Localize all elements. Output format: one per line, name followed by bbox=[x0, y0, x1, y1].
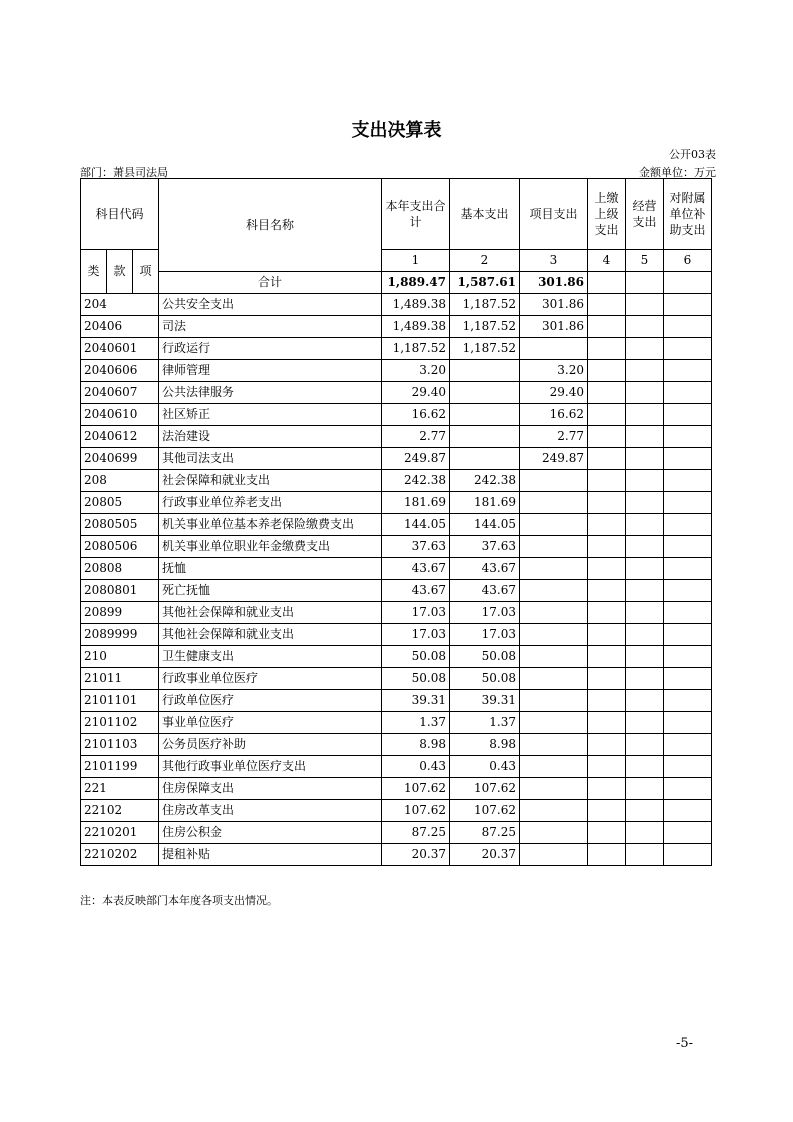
row-upper bbox=[588, 382, 626, 404]
table-row bbox=[81, 426, 712, 448]
row-name: 住房公积金 bbox=[159, 822, 382, 844]
table-row bbox=[81, 514, 712, 536]
header-upper: 上缴上级支出 bbox=[588, 179, 626, 250]
row-code: 2040601 bbox=[81, 338, 159, 360]
row-subsidy bbox=[664, 778, 712, 800]
row-total: 2.77 bbox=[382, 426, 450, 448]
row-total: 107.62 bbox=[382, 778, 450, 800]
row-basic: 17.03 bbox=[450, 602, 520, 624]
row-upper bbox=[588, 580, 626, 602]
row-subsidy bbox=[664, 536, 712, 558]
row-upper bbox=[588, 338, 626, 360]
row-basic: 1,187.52 bbox=[450, 294, 520, 316]
row-name: 社区矫正 bbox=[159, 404, 382, 426]
row-total: 87.25 bbox=[382, 822, 450, 844]
row-business bbox=[626, 426, 664, 448]
row-subsidy bbox=[664, 294, 712, 316]
row-subsidy bbox=[664, 624, 712, 646]
row-code: 2040612 bbox=[81, 426, 159, 448]
row-subsidy bbox=[664, 646, 712, 668]
row-subsidy bbox=[664, 734, 712, 756]
row-code: 2080506 bbox=[81, 536, 159, 558]
header-lei: 类 bbox=[81, 250, 107, 294]
row-code: 2101199 bbox=[81, 756, 159, 778]
col-num-2: 2 bbox=[450, 250, 520, 272]
row-project bbox=[520, 668, 588, 690]
table-row bbox=[81, 690, 712, 712]
row-business bbox=[626, 382, 664, 404]
table-row bbox=[81, 580, 712, 602]
row-total: 181.69 bbox=[382, 492, 450, 514]
row-subsidy bbox=[664, 404, 712, 426]
row-basic: 43.67 bbox=[450, 580, 520, 602]
row-code: 2040610 bbox=[81, 404, 159, 426]
page-title: 支出决算表 bbox=[351, 120, 442, 141]
row-total: 37.63 bbox=[382, 536, 450, 558]
row-project bbox=[520, 492, 588, 514]
row-subsidy bbox=[664, 756, 712, 778]
table-row bbox=[81, 360, 712, 382]
col-num-5: 5 bbox=[626, 250, 664, 272]
row-business bbox=[626, 448, 664, 470]
row-business bbox=[626, 624, 664, 646]
expenditure-table bbox=[80, 178, 712, 866]
total-row-label: 合计 bbox=[159, 272, 382, 294]
row-name: 行政运行 bbox=[159, 338, 382, 360]
table-row bbox=[81, 800, 712, 822]
table-row bbox=[81, 778, 712, 800]
row-subsidy bbox=[664, 668, 712, 690]
row-business bbox=[626, 756, 664, 778]
row-project: 2.77 bbox=[520, 426, 588, 448]
table-row bbox=[81, 470, 712, 492]
row-project: 301.86 bbox=[520, 294, 588, 316]
row-basic: 1,187.52 bbox=[450, 316, 520, 338]
row-upper bbox=[588, 602, 626, 624]
row-upper bbox=[588, 822, 626, 844]
department-label: 部门：萧县司法局 bbox=[80, 166, 168, 179]
row-total: 43.67 bbox=[382, 558, 450, 580]
table-row bbox=[81, 756, 712, 778]
table-row bbox=[81, 294, 712, 316]
row-basic: 1.37 bbox=[450, 712, 520, 734]
col-num-1: 1 bbox=[382, 250, 450, 272]
row-project bbox=[520, 712, 588, 734]
row-project bbox=[520, 514, 588, 536]
row-name: 其他司法支出 bbox=[159, 448, 382, 470]
row-name: 行政事业单位养老支出 bbox=[159, 492, 382, 514]
row-basic: 39.31 bbox=[450, 690, 520, 712]
row-business bbox=[626, 404, 664, 426]
row-code: 2101101 bbox=[81, 690, 159, 712]
row-upper bbox=[588, 448, 626, 470]
row-upper bbox=[588, 734, 626, 756]
row-business bbox=[626, 646, 664, 668]
row-basic: 107.62 bbox=[450, 800, 520, 822]
row-code: 221 bbox=[81, 778, 159, 800]
row-basic: 87.25 bbox=[450, 822, 520, 844]
row-name: 机关事业单位基本养老保险缴费支出 bbox=[159, 514, 382, 536]
header-kuan: 款 bbox=[107, 250, 133, 294]
row-subsidy bbox=[664, 602, 712, 624]
row-total: 249.87 bbox=[382, 448, 450, 470]
row-subsidy bbox=[664, 580, 712, 602]
row-business bbox=[626, 558, 664, 580]
row-basic bbox=[450, 426, 520, 448]
row-project bbox=[520, 800, 588, 822]
table-row bbox=[81, 448, 712, 470]
row-business bbox=[626, 602, 664, 624]
row-upper bbox=[588, 668, 626, 690]
row-subsidy bbox=[664, 558, 712, 580]
table-row bbox=[81, 602, 712, 624]
row-upper bbox=[588, 426, 626, 448]
page-number: -5- bbox=[675, 1036, 693, 1051]
row-project bbox=[520, 646, 588, 668]
row-name: 公共安全支出 bbox=[159, 294, 382, 316]
header-code: 科目代码 bbox=[81, 179, 159, 250]
row-total: 39.31 bbox=[382, 690, 450, 712]
col-num-6: 6 bbox=[664, 250, 712, 272]
row-name: 公共法律服务 bbox=[159, 382, 382, 404]
row-total: 1,489.38 bbox=[382, 316, 450, 338]
row-subsidy bbox=[664, 382, 712, 404]
row-business bbox=[626, 712, 664, 734]
row-code: 2210202 bbox=[81, 844, 159, 866]
row-total: 1,187.52 bbox=[382, 338, 450, 360]
row-business bbox=[626, 514, 664, 536]
row-code: 2101103 bbox=[81, 734, 159, 756]
row-total: 0.43 bbox=[382, 756, 450, 778]
row-business bbox=[626, 338, 664, 360]
table-row bbox=[81, 844, 712, 866]
row-basic: 37.63 bbox=[450, 536, 520, 558]
row-total: 1,489.38 bbox=[382, 294, 450, 316]
row-code: 20406 bbox=[81, 316, 159, 338]
form-number: 公开03表 bbox=[669, 148, 716, 161]
row-name: 死亡抚恤 bbox=[159, 580, 382, 602]
row-upper bbox=[588, 316, 626, 338]
row-code: 20805 bbox=[81, 492, 159, 514]
row-business bbox=[626, 800, 664, 822]
col-num-4: 4 bbox=[588, 250, 626, 272]
row-total: 17.03 bbox=[382, 624, 450, 646]
row-total: 107.62 bbox=[382, 800, 450, 822]
row-business bbox=[626, 470, 664, 492]
row-name: 行政单位医疗 bbox=[159, 690, 382, 712]
row-code: 2040699 bbox=[81, 448, 159, 470]
table-row bbox=[81, 734, 712, 756]
row-project bbox=[520, 734, 588, 756]
row-business bbox=[626, 690, 664, 712]
total-business bbox=[626, 272, 664, 294]
row-total: 20.37 bbox=[382, 844, 450, 866]
row-project: 29.40 bbox=[520, 382, 588, 404]
row-basic bbox=[450, 360, 520, 382]
row-code: 20899 bbox=[81, 602, 159, 624]
row-name: 事业单位医疗 bbox=[159, 712, 382, 734]
row-code: 2210201 bbox=[81, 822, 159, 844]
header-basic: 基本支出 bbox=[450, 179, 520, 250]
row-upper bbox=[588, 536, 626, 558]
row-total: 3.20 bbox=[382, 360, 450, 382]
row-business bbox=[626, 360, 664, 382]
table-row bbox=[81, 558, 712, 580]
unit-label: 金额单位：万元 bbox=[639, 166, 716, 179]
row-subsidy bbox=[664, 426, 712, 448]
footnote: 注：本表反映部门本年度各项支出情况。 bbox=[80, 894, 278, 907]
total-project: 301.86 bbox=[520, 272, 588, 294]
row-upper bbox=[588, 844, 626, 866]
total-upper bbox=[588, 272, 626, 294]
row-basic bbox=[450, 448, 520, 470]
header-business: 经营支出 bbox=[626, 179, 664, 250]
row-basic: 144.05 bbox=[450, 514, 520, 536]
row-upper bbox=[588, 294, 626, 316]
table-row bbox=[81, 822, 712, 844]
row-total: 144.05 bbox=[382, 514, 450, 536]
row-business bbox=[626, 294, 664, 316]
header-project: 项目支出 bbox=[520, 179, 588, 250]
table-row bbox=[81, 338, 712, 360]
row-subsidy bbox=[664, 338, 712, 360]
row-upper bbox=[588, 470, 626, 492]
row-code: 2080505 bbox=[81, 514, 159, 536]
row-business bbox=[626, 536, 664, 558]
row-basic: 43.67 bbox=[450, 558, 520, 580]
row-basic: 181.69 bbox=[450, 492, 520, 514]
row-name: 其他行政事业单位医疗支出 bbox=[159, 756, 382, 778]
row-project bbox=[520, 756, 588, 778]
row-code: 2101102 bbox=[81, 712, 159, 734]
row-upper bbox=[588, 404, 626, 426]
row-business bbox=[626, 492, 664, 514]
row-total: 17.03 bbox=[382, 602, 450, 624]
row-project: 16.62 bbox=[520, 404, 588, 426]
row-subsidy bbox=[664, 844, 712, 866]
row-subsidy bbox=[664, 800, 712, 822]
row-project bbox=[520, 822, 588, 844]
row-business bbox=[626, 316, 664, 338]
row-name: 其他社会保障和就业支出 bbox=[159, 602, 382, 624]
row-total: 29.40 bbox=[382, 382, 450, 404]
table-row bbox=[81, 668, 712, 690]
row-name: 住房改革支出 bbox=[159, 800, 382, 822]
row-total: 50.08 bbox=[382, 646, 450, 668]
row-subsidy bbox=[664, 316, 712, 338]
table-row bbox=[81, 404, 712, 426]
row-business bbox=[626, 778, 664, 800]
row-project bbox=[520, 844, 588, 866]
header-xiang: 项 bbox=[133, 250, 159, 294]
row-project bbox=[520, 778, 588, 800]
row-total: 242.38 bbox=[382, 470, 450, 492]
total-sum: 1,889.47 bbox=[382, 272, 450, 294]
table-row bbox=[81, 382, 712, 404]
row-basic bbox=[450, 404, 520, 426]
row-business bbox=[626, 668, 664, 690]
row-name: 行政事业单位医疗 bbox=[159, 668, 382, 690]
row-basic: 50.08 bbox=[450, 646, 520, 668]
row-upper bbox=[588, 360, 626, 382]
row-name: 住房保障支出 bbox=[159, 778, 382, 800]
row-name: 抚恤 bbox=[159, 558, 382, 580]
row-subsidy bbox=[664, 470, 712, 492]
row-name: 公务员医疗补助 bbox=[159, 734, 382, 756]
row-name: 律师管理 bbox=[159, 360, 382, 382]
row-upper bbox=[588, 514, 626, 536]
row-code: 20808 bbox=[81, 558, 159, 580]
table-row bbox=[81, 492, 712, 514]
row-subsidy bbox=[664, 712, 712, 734]
row-total: 43.67 bbox=[382, 580, 450, 602]
row-upper bbox=[588, 800, 626, 822]
row-code: 2089999 bbox=[81, 624, 159, 646]
row-business bbox=[626, 844, 664, 866]
row-basic: 8.98 bbox=[450, 734, 520, 756]
row-business bbox=[626, 580, 664, 602]
row-code: 2040607 bbox=[81, 382, 159, 404]
row-name: 提租补贴 bbox=[159, 844, 382, 866]
row-basic: 17.03 bbox=[450, 624, 520, 646]
row-project bbox=[520, 602, 588, 624]
row-subsidy bbox=[664, 822, 712, 844]
row-project: 249.87 bbox=[520, 448, 588, 470]
row-total: 16.62 bbox=[382, 404, 450, 426]
row-subsidy bbox=[664, 360, 712, 382]
row-subsidy bbox=[664, 448, 712, 470]
row-subsidy bbox=[664, 690, 712, 712]
row-basic: 20.37 bbox=[450, 844, 520, 866]
row-upper bbox=[588, 624, 626, 646]
row-basic: 107.62 bbox=[450, 778, 520, 800]
row-basic: 0.43 bbox=[450, 756, 520, 778]
row-upper bbox=[588, 492, 626, 514]
table-row bbox=[81, 712, 712, 734]
row-total: 1.37 bbox=[382, 712, 450, 734]
row-code: 22102 bbox=[81, 800, 159, 822]
row-upper bbox=[588, 778, 626, 800]
row-upper bbox=[588, 646, 626, 668]
row-upper bbox=[588, 712, 626, 734]
row-project: 301.86 bbox=[520, 316, 588, 338]
row-upper bbox=[588, 558, 626, 580]
row-name: 其他社会保障和就业支出 bbox=[159, 624, 382, 646]
row-total: 50.08 bbox=[382, 668, 450, 690]
row-project bbox=[520, 558, 588, 580]
row-name: 法治建设 bbox=[159, 426, 382, 448]
table-row bbox=[81, 316, 712, 338]
row-basic: 1,187.52 bbox=[450, 338, 520, 360]
table-row bbox=[81, 536, 712, 558]
row-code: 21011 bbox=[81, 668, 159, 690]
row-project bbox=[520, 580, 588, 602]
row-subsidy bbox=[664, 492, 712, 514]
row-name: 机关事业单位职业年金缴费支出 bbox=[159, 536, 382, 558]
row-name: 司法 bbox=[159, 316, 382, 338]
row-project bbox=[520, 690, 588, 712]
row-basic bbox=[450, 382, 520, 404]
header-subsidy: 对附属单位补助支出 bbox=[664, 179, 712, 250]
row-code: 2080801 bbox=[81, 580, 159, 602]
row-project bbox=[520, 624, 588, 646]
row-project: 3.20 bbox=[520, 360, 588, 382]
row-code: 210 bbox=[81, 646, 159, 668]
row-code: 208 bbox=[81, 470, 159, 492]
row-code: 2040606 bbox=[81, 360, 159, 382]
row-subsidy bbox=[664, 514, 712, 536]
row-project bbox=[520, 536, 588, 558]
row-business bbox=[626, 734, 664, 756]
row-name: 社会保障和就业支出 bbox=[159, 470, 382, 492]
row-basic: 242.38 bbox=[450, 470, 520, 492]
row-total: 8.98 bbox=[382, 734, 450, 756]
row-name: 卫生健康支出 bbox=[159, 646, 382, 668]
row-basic: 50.08 bbox=[450, 668, 520, 690]
row-code: 204 bbox=[81, 294, 159, 316]
row-project bbox=[520, 470, 588, 492]
table-row bbox=[81, 646, 712, 668]
total-subsidy bbox=[664, 272, 712, 294]
table-row bbox=[81, 624, 712, 646]
total-basic: 1,587.61 bbox=[450, 272, 520, 294]
row-upper bbox=[588, 690, 626, 712]
row-business bbox=[626, 822, 664, 844]
header-total: 本年支出合计 bbox=[382, 179, 450, 250]
col-num-3: 3 bbox=[520, 250, 588, 272]
row-project bbox=[520, 338, 588, 360]
header-name: 科目名称 bbox=[159, 179, 382, 272]
row-upper bbox=[588, 756, 626, 778]
